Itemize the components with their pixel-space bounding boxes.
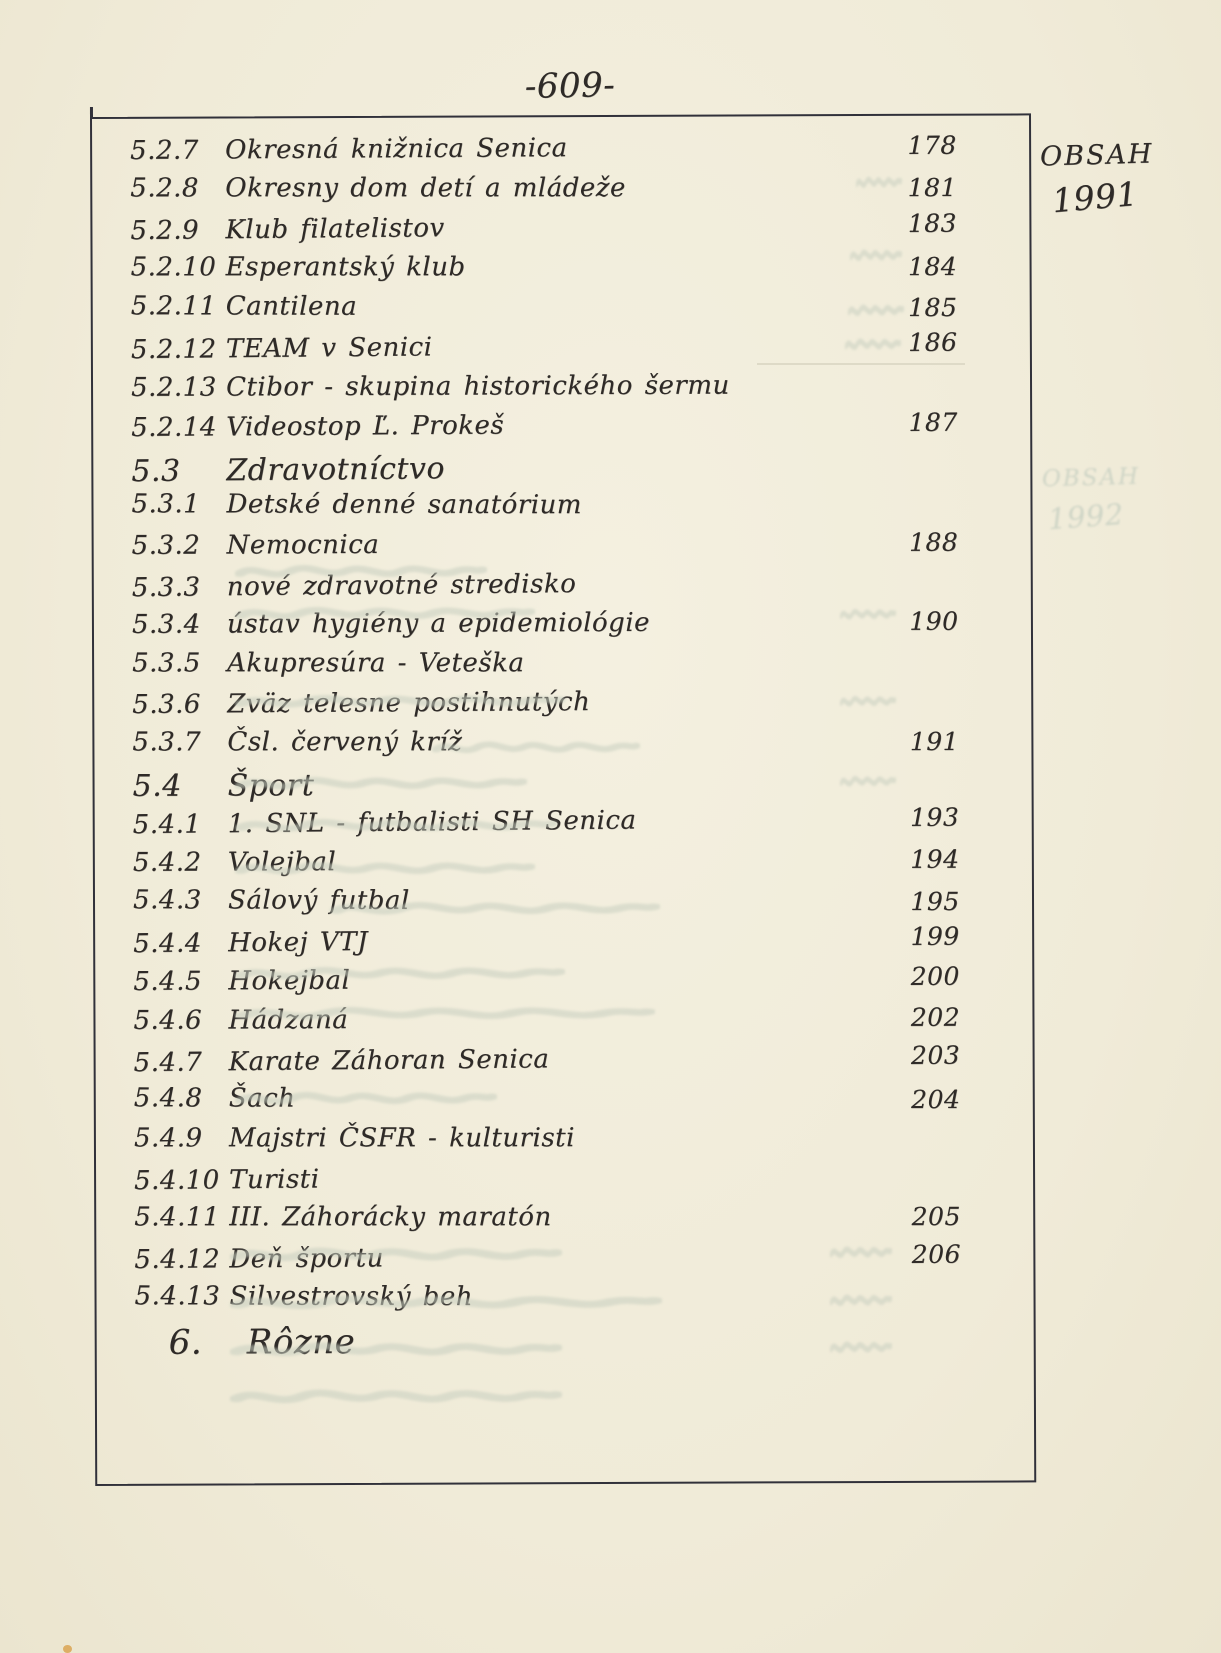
toc-entry-number: 5.4.7 bbox=[133, 1047, 203, 1078]
toc-row bbox=[94, 527, 1031, 570]
toc-entry-title: Šach bbox=[228, 1083, 296, 1114]
toc-entry-number: 5.2.11 bbox=[130, 291, 217, 322]
toc-entry-title: Videostop Ľ. Prokeš bbox=[226, 410, 505, 443]
toc-entry-number: 5.4.6 bbox=[133, 1005, 203, 1036]
toc-row bbox=[96, 1158, 1033, 1206]
margin-note-year: 1991 bbox=[1050, 174, 1140, 221]
toc-row bbox=[93, 407, 1030, 453]
toc-row bbox=[95, 844, 1032, 887]
toc-entry-page: 193 bbox=[909, 802, 960, 833]
ghost-margin-note-obsah bbox=[1041, 463, 1141, 537]
toc-entry-page bbox=[842, 1319, 1032, 1320]
toc-row bbox=[93, 292, 1030, 334]
toc-entry-page bbox=[839, 765, 1029, 766]
toc-entry-title: Nemocnica bbox=[226, 529, 380, 561]
toc-entry-number: 5.4.12 bbox=[134, 1244, 221, 1275]
margin-note-obsah bbox=[1039, 138, 1154, 221]
toc-row bbox=[94, 564, 1031, 612]
toc-entry-title: Esperantský klub bbox=[225, 252, 466, 283]
toc-entry-number: 5.4.10 bbox=[133, 1165, 220, 1197]
toc-entry-page: 186 bbox=[908, 327, 958, 358]
toc-entry-title: Šport bbox=[227, 767, 315, 803]
toc-entry-title: Turisti bbox=[228, 1164, 320, 1196]
toc-entry-page: 181 bbox=[907, 172, 957, 202]
toc-entry-title: Karate Záhoran Senica bbox=[228, 1043, 550, 1077]
toc-entry-page: 199 bbox=[910, 921, 960, 951]
toc-entry-page: 191 bbox=[909, 726, 960, 756]
toc-border-box bbox=[90, 113, 1036, 1486]
toc-entry-number: 5.3.6 bbox=[132, 689, 201, 721]
toc-entry-title: Klub filatelistov bbox=[225, 213, 445, 246]
toc-entry-number: 5.2.9 bbox=[130, 215, 200, 247]
toc-entry-number: 5.3.3 bbox=[131, 572, 201, 603]
toc-row bbox=[94, 648, 1031, 688]
toc-entry-title: Rôzne bbox=[246, 1321, 356, 1363]
toc-entry-number: 5.4.1 bbox=[132, 809, 202, 841]
toc-row bbox=[93, 369, 1030, 412]
toc-entry-page bbox=[841, 1158, 1031, 1160]
toc-entry-title: III. Záhorácky maratón bbox=[229, 1202, 552, 1233]
toc-entry-title: Deň športu bbox=[229, 1242, 384, 1274]
toc-entry-page: 205 bbox=[911, 1202, 961, 1232]
toc-entry-number: 5.3.7 bbox=[132, 727, 202, 758]
toc-entry-title: Hokejbal bbox=[228, 966, 351, 997]
ghost-note-title: OBSAH bbox=[1041, 463, 1141, 493]
toc-entry-number: 5.4.13 bbox=[134, 1281, 221, 1312]
toc-row bbox=[96, 1123, 1033, 1163]
toc-entry-page: 195 bbox=[910, 887, 960, 917]
toc-entry-title: TEAM v Senici bbox=[225, 332, 433, 365]
toc-row bbox=[95, 765, 1032, 808]
margin-note-title: OBSAH bbox=[1039, 138, 1154, 173]
toc-row bbox=[92, 130, 1029, 176]
toc-entry-number: 5.4.11 bbox=[134, 1202, 220, 1233]
toc-entry-number: 5.2.7 bbox=[130, 135, 199, 166]
toc-row bbox=[96, 1239, 1033, 1285]
toc-row bbox=[96, 1202, 1033, 1242]
toc-entry-title: Okresná knižnica Senica bbox=[225, 133, 568, 166]
toc-rows bbox=[92, 131, 1034, 1362]
toc-entry-number: 5.3.2 bbox=[131, 530, 201, 561]
toc-entry-number: 5.4.4 bbox=[133, 928, 202, 959]
toc-entry-title: Hádzaná bbox=[228, 1005, 349, 1036]
toc-entry-title: 1. SNL - futbalisti SH Senica bbox=[227, 805, 637, 840]
toc-entry-page bbox=[838, 369, 1028, 370]
toc-entry-title: Zväz telesne postihnutých bbox=[227, 687, 591, 720]
toc-row bbox=[95, 1040, 1032, 1088]
toc-row bbox=[96, 1083, 1033, 1125]
toc-entry-page: 204 bbox=[911, 1085, 961, 1115]
toc-row bbox=[93, 489, 1030, 531]
toc-entry-page: 194 bbox=[910, 844, 960, 874]
page-number-header: -609- bbox=[524, 65, 616, 107]
toc-row bbox=[95, 962, 1032, 1008]
toc-entry-title: ústav hygiény a epidemiológie bbox=[226, 607, 651, 640]
toc-entry-number: 5.4.2 bbox=[132, 847, 202, 878]
toc-entry-page: 206 bbox=[911, 1239, 962, 1269]
toc-entry-page: 183 bbox=[907, 208, 958, 239]
toc-entry-page bbox=[839, 684, 1029, 685]
toc-entry-page: 185 bbox=[908, 293, 958, 323]
toc-entry-number: 5.4.3 bbox=[133, 885, 202, 916]
toc-entry-number: 5.4 bbox=[132, 768, 182, 804]
toc-entry-number: 5.2.8 bbox=[130, 172, 199, 203]
toc-entry-title: Majstri ČSFR - kulturisti bbox=[228, 1123, 575, 1154]
toc-entry-title: Ctibor - skupina historického šermu bbox=[225, 370, 730, 403]
toc-row bbox=[97, 1319, 1034, 1362]
toc-entry-number: 5.2.12 bbox=[130, 334, 217, 366]
toc-entry-title: Volejbal bbox=[227, 846, 337, 878]
toc-entry-page: 188 bbox=[908, 527, 959, 557]
toc-row bbox=[95, 885, 1032, 927]
toc-entry-number: 5.3.5 bbox=[132, 648, 201, 679]
toc-entry-title: Akupresúra - Veteška bbox=[227, 647, 525, 679]
toc-entry-title: Čsl. červený kríž bbox=[227, 727, 463, 758]
toc-row bbox=[94, 684, 1031, 730]
toc-entry-number: 5.4.8 bbox=[133, 1083, 203, 1114]
toc-row bbox=[92, 208, 1029, 256]
toc-entry-title: Hokej VTJ bbox=[228, 926, 369, 959]
toc-entry-title: Detské denné sanatórium bbox=[226, 489, 582, 521]
toc-entry-title: Sálový futbal bbox=[228, 885, 410, 917]
toc-entry-title: Cantilena bbox=[225, 291, 358, 323]
toc-row bbox=[95, 1002, 1032, 1045]
toc-entry-title: Silvestrovský beh bbox=[229, 1281, 473, 1313]
toc-row bbox=[93, 446, 1030, 494]
toc-entry-page: 184 bbox=[907, 251, 958, 281]
toc-row bbox=[94, 607, 1031, 650]
toc-entry-number: 5.2.10 bbox=[130, 252, 217, 283]
toc-entry-title: nové zdravotné stredisko bbox=[226, 568, 577, 602]
toc-row bbox=[95, 802, 1032, 850]
toc-entry-number: 5.2.14 bbox=[131, 412, 217, 444]
toc-entry-number: 6. bbox=[168, 1322, 203, 1363]
toc-entry-number: 5.3 bbox=[131, 453, 181, 489]
paper-speck bbox=[63, 1645, 72, 1653]
toc-entry-number: 5.4.9 bbox=[133, 1123, 203, 1154]
toc-entry-page: 202 bbox=[910, 1002, 961, 1032]
toc-entry-title: Zdravotníctvo bbox=[226, 451, 446, 488]
ghost-note-year: 1992 bbox=[1046, 496, 1125, 537]
toc-row bbox=[94, 727, 1031, 767]
toc-row bbox=[92, 173, 1029, 213]
toc-entry-page: 200 bbox=[910, 962, 960, 992]
toc-row bbox=[93, 252, 1030, 292]
toc-entry-number: 5.4.5 bbox=[133, 966, 203, 998]
toc-entry-page: 190 bbox=[909, 606, 959, 636]
toc-row bbox=[93, 327, 1030, 375]
toc-entry-page: 178 bbox=[907, 130, 957, 160]
toc-entry-number: 5.3.1 bbox=[131, 489, 201, 520]
toc-entry-title: Okresny dom detí a mládeže bbox=[225, 172, 626, 203]
toc-entry-number: 5.2.13 bbox=[130, 372, 217, 403]
toc-entry-page: 187 bbox=[908, 407, 958, 438]
toc-entry-page: 203 bbox=[910, 1040, 961, 1070]
toc-entry-number: 5.3.4 bbox=[131, 609, 201, 640]
toc-row bbox=[97, 1281, 1034, 1323]
